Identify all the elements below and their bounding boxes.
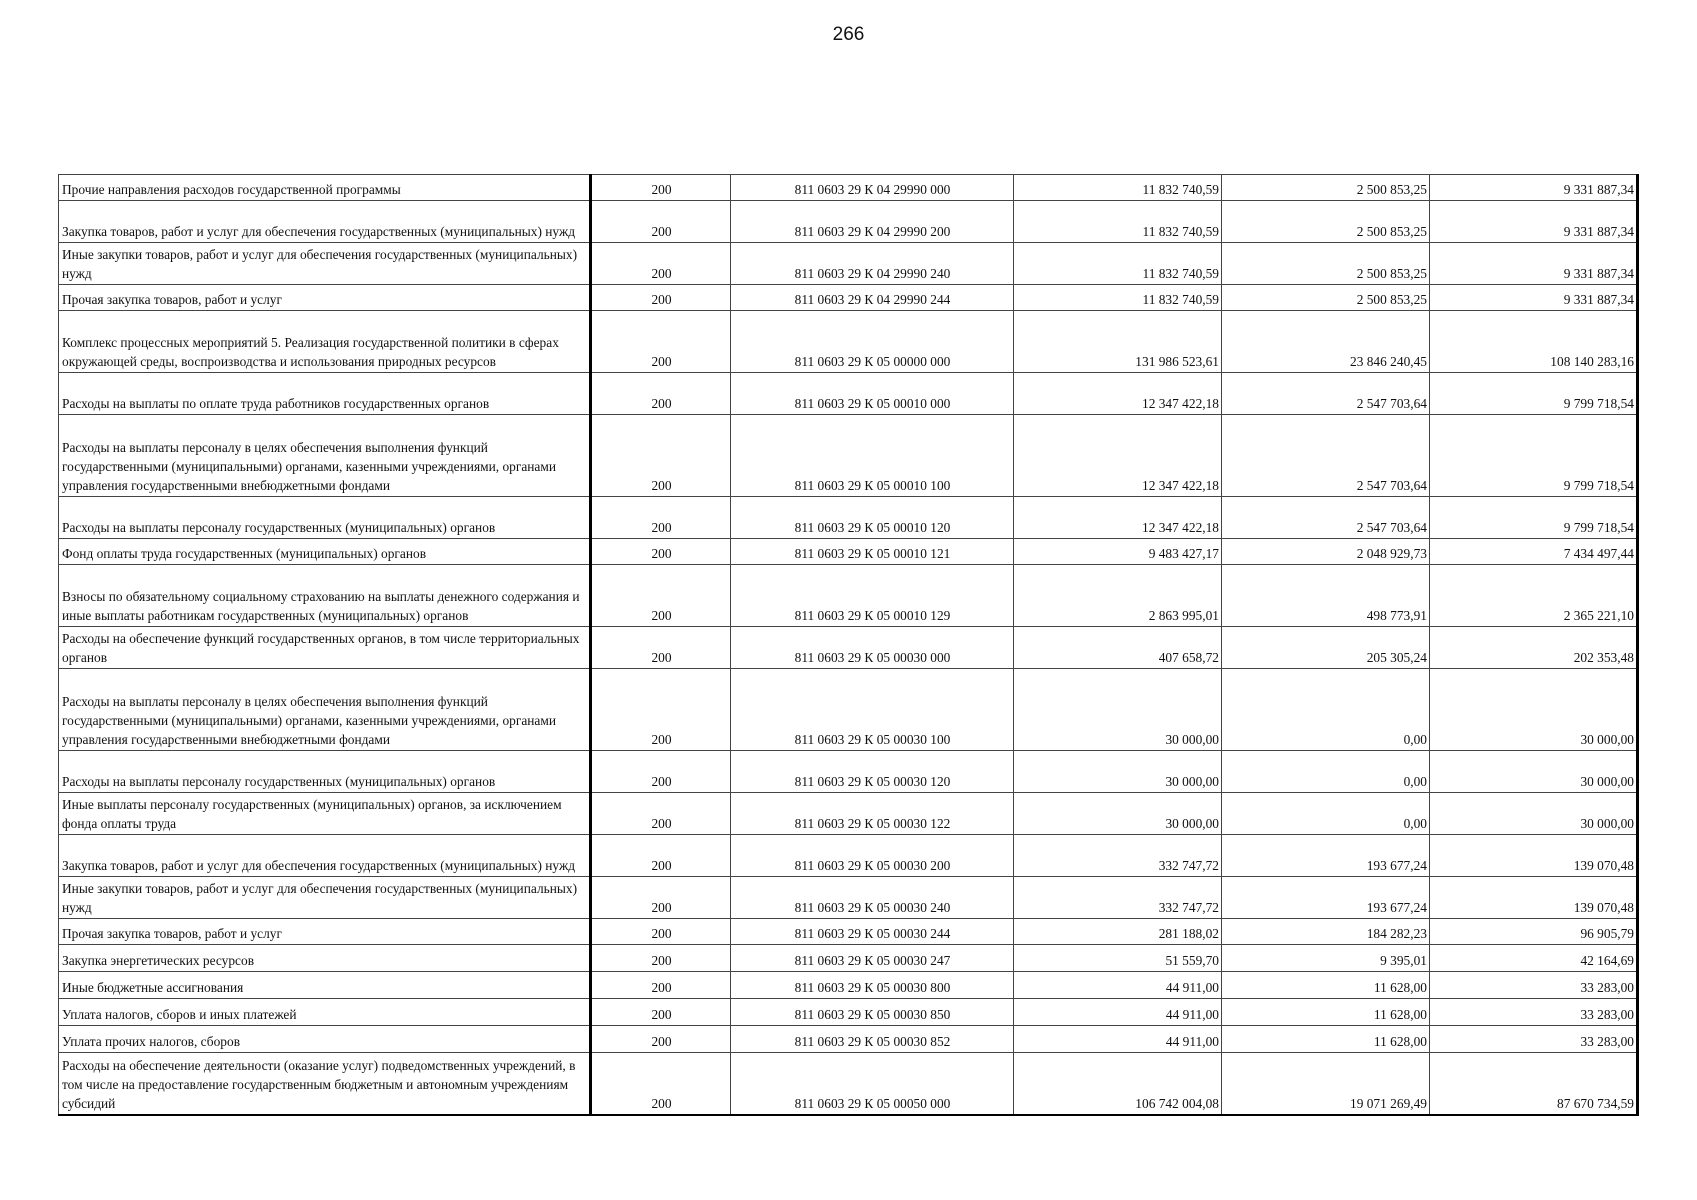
table-row: [59, 201, 1638, 243]
table-row: [59, 627, 1638, 669]
row-name: Иные закупки товаров, работ и услуг для обеспечения государственных (муниципальных) нужд: [59, 243, 591, 285]
row-unexecuted-amount: 139 070,48: [1430, 877, 1638, 919]
row-executed-amount: 2 500 853,25: [1222, 243, 1430, 285]
row-budget-code: 811 0603 29 К 05 00030 200: [731, 835, 1014, 877]
row-line-code: 200: [591, 373, 731, 415]
table-row: [59, 1053, 1638, 1115]
row-budget-code: 811 0603 29 К 04 29990 200: [731, 201, 1014, 243]
table-row: [59, 1026, 1638, 1053]
row-budget-code: 811 0603 29 К 05 00030 850: [731, 999, 1014, 1026]
row-executed-amount: 2 048 929,73: [1222, 539, 1430, 565]
row-name: Иные закупки товаров, работ и услуг для обеспечения государственных (муниципальных) нужд: [59, 877, 591, 919]
row-line-code: 200: [591, 1053, 731, 1115]
row-line-code: 200: [591, 285, 731, 311]
row-executed-amount: 193 677,24: [1222, 835, 1430, 877]
row-executed-amount: 0,00: [1222, 793, 1430, 835]
table-row: [59, 497, 1638, 539]
row-approved-amount: 11 832 740,59: [1014, 243, 1222, 285]
row-executed-amount: 11 628,00: [1222, 972, 1430, 999]
row-approved-amount: 30 000,00: [1014, 669, 1222, 751]
row-unexecuted-amount: 9 331 887,34: [1430, 201, 1638, 243]
row-approved-amount: 9 483 427,17: [1014, 539, 1222, 565]
row-name: Иные выплаты персоналу государственных (муниципальных) органов, за исключением фонда оплаты труда: [59, 793, 591, 835]
page-number: 266: [832, 24, 865, 45]
row-unexecuted-amount: 30 000,00: [1430, 751, 1638, 793]
row-line-code: 200: [591, 565, 731, 627]
row-budget-code: 811 0603 29 К 05 00030 100: [731, 669, 1014, 751]
row-line-code: 200: [591, 751, 731, 793]
row-unexecuted-amount: 9 331 887,34: [1430, 285, 1638, 311]
row-name: Уплата прочих налогов, сборов: [59, 1026, 591, 1053]
row-name: Прочая закупка товаров, работ и услуг: [59, 919, 591, 945]
row-unexecuted-amount: 96 905,79: [1430, 919, 1638, 945]
row-name: Иные бюджетные ассигнования: [59, 972, 591, 999]
row-line-code: 200: [591, 793, 731, 835]
row-name: Прочая закупка товаров, работ и услуг: [59, 285, 591, 311]
table-row: [59, 373, 1638, 415]
row-name: Закупка товаров, работ и услуг для обеспечения государственных (муниципальных) нужд: [59, 835, 591, 877]
table-row: [59, 311, 1638, 373]
row-budget-code: 811 0603 29 К 05 00010 000: [731, 373, 1014, 415]
row-unexecuted-amount: 87 670 734,59: [1430, 1053, 1638, 1115]
row-name: Расходы на выплаты персоналу в целях обеспечения выполнения функций государственными (муниципальными) органами, казенными учреждениями, органами управления государственными внебюджетными фондами: [59, 669, 591, 751]
row-line-code: 200: [591, 201, 731, 243]
row-approved-amount: 281 188,02: [1014, 919, 1222, 945]
row-executed-amount: 2 500 853,25: [1222, 175, 1430, 201]
row-name: Расходы на обеспечение функций государственных органов, в том числе территориальных органов: [59, 627, 591, 669]
table-row: [59, 972, 1638, 999]
row-unexecuted-amount: 9 799 718,54: [1430, 415, 1638, 497]
row-name: Взносы по обязательному социальному страхованию на выплаты денежного содержания и иные выплаты работникам государственных (муниципальных) органов: [59, 565, 591, 627]
row-executed-amount: 2 547 703,64: [1222, 373, 1430, 415]
row-line-code: 200: [591, 877, 731, 919]
row-line-code: 200: [591, 497, 731, 539]
row-budget-code: 811 0603 29 К 05 00000 000: [731, 311, 1014, 373]
table-row: [59, 877, 1638, 919]
row-name: Фонд оплаты труда государственных (муниципальных) органов: [59, 539, 591, 565]
row-line-code: 200: [591, 669, 731, 751]
row-name: Расходы на обеспечение деятельности (оказание услуг) подведомственных учреждений, в том числе на предоставление государственным бюджетным и автономным учреждениям субсидий: [59, 1053, 591, 1115]
row-budget-code: 811 0603 29 К 05 00010 100: [731, 415, 1014, 497]
table-row: [59, 919, 1638, 945]
row-approved-amount: 407 658,72: [1014, 627, 1222, 669]
row-name: Закупка товаров, работ и услуг для обеспечения государственных (муниципальных) нужд: [59, 201, 591, 243]
row-line-code: 200: [591, 539, 731, 565]
table-row: [59, 175, 1638, 201]
row-approved-amount: 30 000,00: [1014, 793, 1222, 835]
row-approved-amount: 44 911,00: [1014, 1026, 1222, 1053]
table-row: [59, 539, 1638, 565]
row-approved-amount: 12 347 422,18: [1014, 415, 1222, 497]
row-line-code: 200: [591, 311, 731, 373]
table-row: [59, 999, 1638, 1026]
row-approved-amount: 11 832 740,59: [1014, 201, 1222, 243]
row-budget-code: 811 0603 29 К 05 00030 000: [731, 627, 1014, 669]
row-unexecuted-amount: 108 140 283,16: [1430, 311, 1638, 373]
row-executed-amount: 184 282,23: [1222, 919, 1430, 945]
row-executed-amount: 193 677,24: [1222, 877, 1430, 919]
row-approved-amount: 11 832 740,59: [1014, 175, 1222, 201]
row-line-code: 200: [591, 835, 731, 877]
row-executed-amount: 19 071 269,49: [1222, 1053, 1430, 1115]
row-name: Комплекс процессных мероприятий 5. Реализация государственной политики в сферах окружающей среды, воспроизводства и использования природных ресурсов: [59, 311, 591, 373]
row-approved-amount: 2 863 995,01: [1014, 565, 1222, 627]
row-budget-code: 811 0603 29 К 04 29990 244: [731, 285, 1014, 311]
row-name: Расходы на выплаты по оплате труда работников государственных органов: [59, 373, 591, 415]
row-executed-amount: 9 395,01: [1222, 945, 1430, 972]
row-line-code: 200: [591, 919, 731, 945]
row-name: Расходы на выплаты персоналу в целях обеспечения выполнения функций государственными (муниципальными) органами, казенными учреждениями, органами управления государственными внебюджетными фондами: [59, 415, 591, 497]
row-budget-code: 811 0603 29 К 05 00030 120: [731, 751, 1014, 793]
table-row: [59, 751, 1638, 793]
row-unexecuted-amount: 7 434 497,44: [1430, 539, 1638, 565]
row-approved-amount: 106 742 004,08: [1014, 1053, 1222, 1115]
row-line-code: 200: [591, 175, 731, 201]
row-budget-code: 811 0603 29 К 05 00030 852: [731, 1026, 1014, 1053]
row-line-code: 200: [591, 1026, 731, 1053]
row-line-code: 200: [591, 945, 731, 972]
row-unexecuted-amount: 30 000,00: [1430, 669, 1638, 751]
row-name: Расходы на выплаты персоналу государственных (муниципальных) органов: [59, 497, 591, 539]
table-row: [59, 669, 1638, 751]
row-budget-code: 811 0603 29 К 05 00030 247: [731, 945, 1014, 972]
row-line-code: 200: [591, 999, 731, 1026]
row-name: Расходы на выплаты персоналу государственных (муниципальных) органов: [59, 751, 591, 793]
row-unexecuted-amount: 33 283,00: [1430, 999, 1638, 1026]
row-approved-amount: 30 000,00: [1014, 751, 1222, 793]
row-unexecuted-amount: 202 353,48: [1430, 627, 1638, 669]
row-executed-amount: 2 547 703,64: [1222, 497, 1430, 539]
row-executed-amount: 11 628,00: [1222, 999, 1430, 1026]
table-row: [59, 835, 1638, 877]
row-approved-amount: 51 559,70: [1014, 945, 1222, 972]
budget-table-body: [59, 175, 1638, 1115]
row-budget-code: 811 0603 29 К 05 00030 122: [731, 793, 1014, 835]
table-row: [59, 243, 1638, 285]
row-budget-code: 811 0603 29 К 05 00010 129: [731, 565, 1014, 627]
row-unexecuted-amount: 139 070,48: [1430, 835, 1638, 877]
row-executed-amount: 11 628,00: [1222, 1026, 1430, 1053]
table-row: [59, 415, 1638, 497]
row-line-code: 200: [591, 243, 731, 285]
row-executed-amount: 23 846 240,45: [1222, 311, 1430, 373]
row-budget-code: 811 0603 29 К 05 00030 800: [731, 972, 1014, 999]
row-budget-code: 811 0603 29 К 05 00010 121: [731, 539, 1014, 565]
table-row: [59, 285, 1638, 311]
row-budget-code: 811 0603 29 К 04 29990 000: [731, 175, 1014, 201]
row-budget-code: 811 0603 29 К 05 00030 244: [731, 919, 1014, 945]
row-unexecuted-amount: 30 000,00: [1430, 793, 1638, 835]
row-executed-amount: 498 773,91: [1222, 565, 1430, 627]
row-unexecuted-amount: 9 331 887,34: [1430, 175, 1638, 201]
row-budget-code: 811 0603 29 К 05 00030 240: [731, 877, 1014, 919]
row-line-code: 200: [591, 415, 731, 497]
row-executed-amount: 2 500 853,25: [1222, 201, 1430, 243]
row-approved-amount: 332 747,72: [1014, 877, 1222, 919]
row-unexecuted-amount: 33 283,00: [1430, 1026, 1638, 1053]
row-executed-amount: 0,00: [1222, 751, 1430, 793]
table-row: [59, 565, 1638, 627]
row-unexecuted-amount: 9 799 718,54: [1430, 497, 1638, 539]
row-approved-amount: 12 347 422,18: [1014, 497, 1222, 539]
row-executed-amount: 2 547 703,64: [1222, 415, 1430, 497]
row-budget-code: 811 0603 29 К 05 00050 000: [731, 1053, 1014, 1115]
row-unexecuted-amount: 9 799 718,54: [1430, 373, 1638, 415]
row-executed-amount: 2 500 853,25: [1222, 285, 1430, 311]
row-approved-amount: 11 832 740,59: [1014, 285, 1222, 311]
row-name: Закупка энергетических ресурсов: [59, 945, 591, 972]
row-budget-code: 811 0603 29 К 04 29990 240: [731, 243, 1014, 285]
row-executed-amount: 0,00: [1222, 669, 1430, 751]
row-unexecuted-amount: 2 365 221,10: [1430, 565, 1638, 627]
row-line-code: 200: [591, 627, 731, 669]
table-row: [59, 945, 1638, 972]
row-approved-amount: 131 986 523,61: [1014, 311, 1222, 373]
row-unexecuted-amount: 33 283,00: [1430, 972, 1638, 999]
row-unexecuted-amount: 9 331 887,34: [1430, 243, 1638, 285]
budget-table: [58, 174, 1639, 1116]
row-line-code: 200: [591, 972, 731, 999]
row-unexecuted-amount: 42 164,69: [1430, 945, 1638, 972]
row-name: Прочие направления расходов государственной программы: [59, 175, 591, 201]
row-approved-amount: 44 911,00: [1014, 972, 1222, 999]
row-approved-amount: 44 911,00: [1014, 999, 1222, 1026]
row-approved-amount: 12 347 422,18: [1014, 373, 1222, 415]
row-approved-amount: 332 747,72: [1014, 835, 1222, 877]
row-budget-code: 811 0603 29 К 05 00010 120: [731, 497, 1014, 539]
table-row: [59, 793, 1638, 835]
row-name: Уплата налогов, сборов и иных платежей: [59, 999, 591, 1026]
row-executed-amount: 205 305,24: [1222, 627, 1430, 669]
